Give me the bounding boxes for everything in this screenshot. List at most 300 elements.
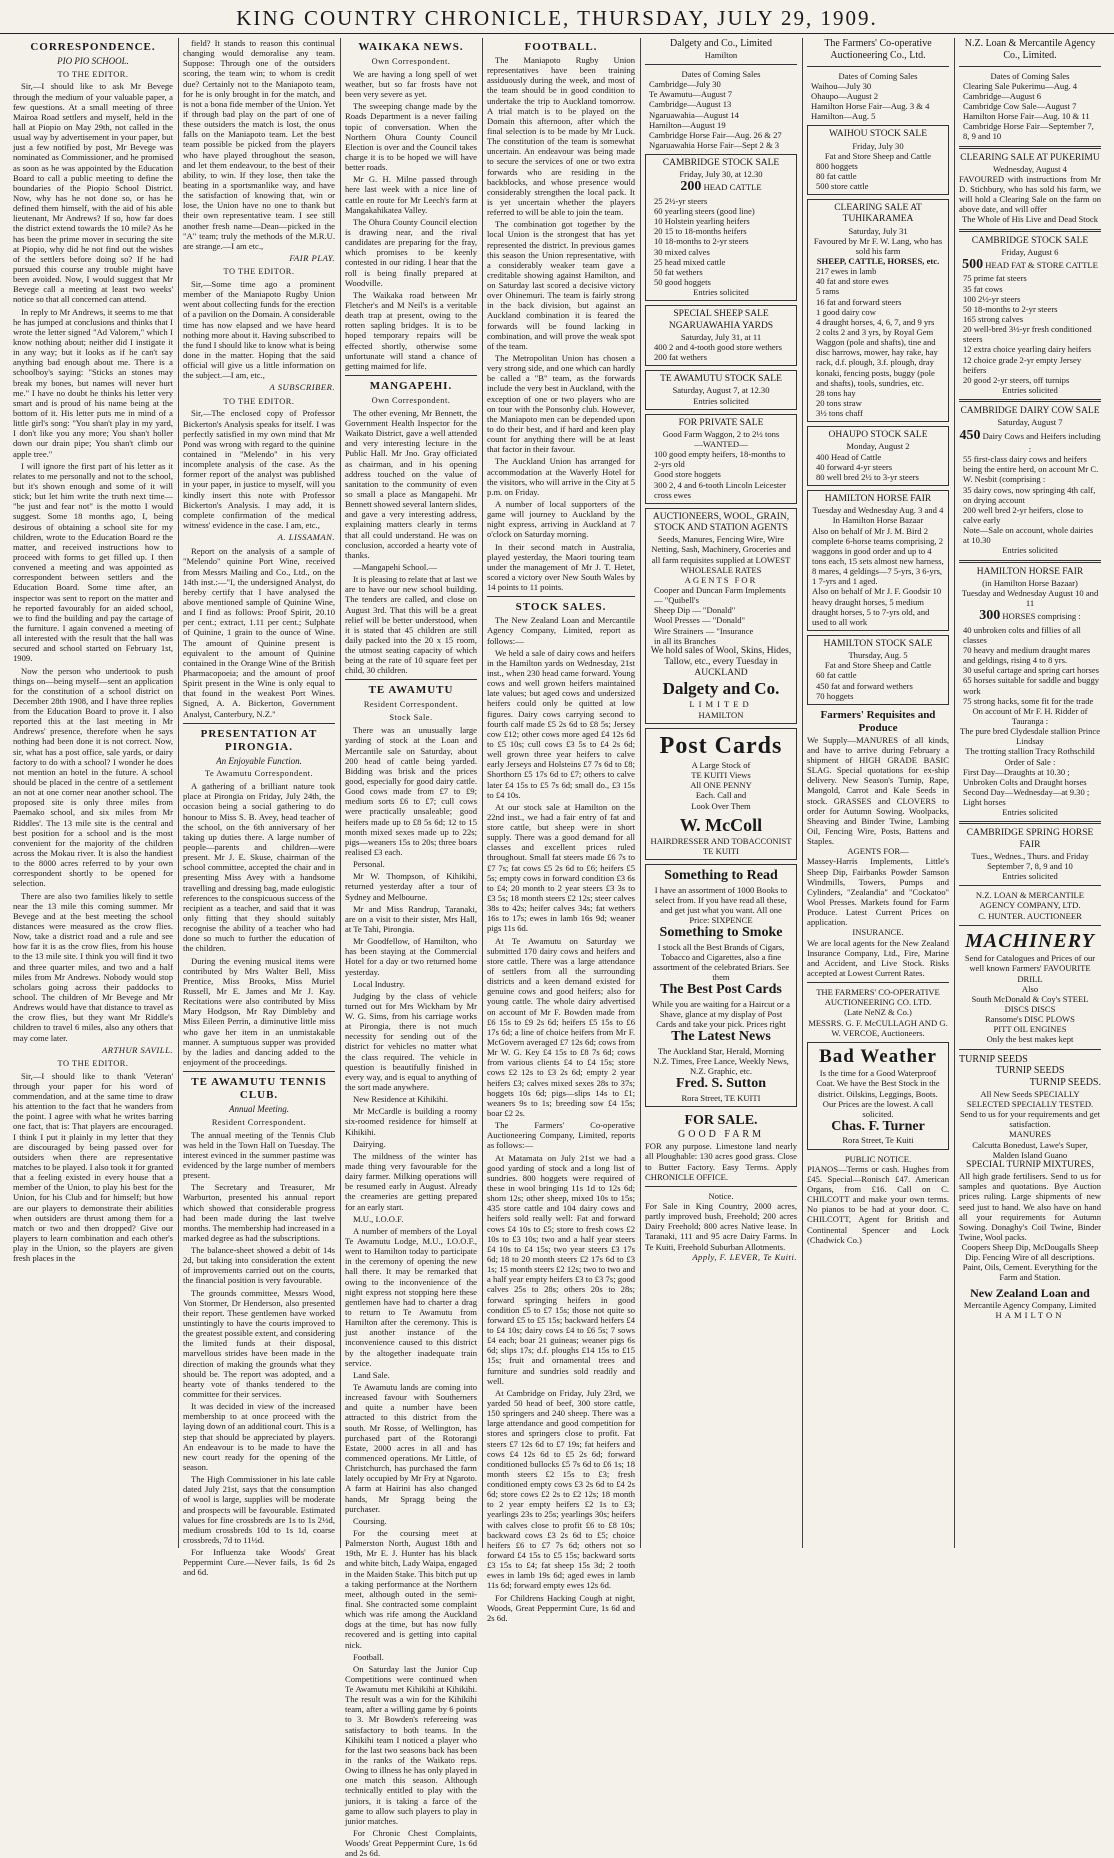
list-item: 70 heavy and medium draught mares and geldings, rising 4 to 8 yrs.: [963, 645, 1091, 666]
paragraph: At Te Awamutu on Saturday we submitted 170 dairy cows and heifers and store cattle. There was a large attendance of settlers from all the surrounding districts and a keen demand existed for genuine cows and good heifers; also for young cattle. The whole dairy advertised on account of Mr F. Bowden made from £6 15s to £9 2s 6d; heifers £5 15s to £6 17s 6d; a line of choice heifers from Mr F. McGovern averaged £7 12s 6d; cows from Mr W. G. Key £4 15s to £8 7s 6d; cows from various clients £4 to £4 15s; store cows £2 12s to £3 2s 6d; empty 2 year heifers £3; calves mixed sexes 28s to 37s; hoggets 10s 6d; pigs—slips 14s to £1; weaners 9s to 1s; breeding sow £4 15s; boar £2 2s.: [487, 935, 635, 1118]
stock-list: [959, 454, 1101, 545]
wanted: —WANTED—: [694, 438, 748, 449]
section-heading: FOOTBALL.: [524, 41, 598, 53]
signature: A. LISSAMAN.: [277, 532, 335, 543]
paragraph: In reply to Mr Andrews, it seems to me that he has jumped at conclusions and thinks that I wrote the letter signed "Ad Valorem," which I know nothing about; neither did I instigate it in any way; but it looks as if he can't say anything bad enough about me. There is a schoolboy's saying: "Sticks an stones may break my bones, but names will never hurt me." I have no doubt he thinks his letter very smart and is proud of his name being at the bottom of it. His letter puts me in mind of a little girl's song: "You shan't play in my yard, I don't like you any more; You shan't holler down our drain pipe; You shan't climb our apple tree.": [13, 306, 173, 459]
ad-text: The pure bred Clydesdale stallion Prince Lindsay: [959, 726, 1101, 747]
ad-title: HAMILTON HORSE FAIR: [824, 494, 932, 505]
ad-text: On account of Mr F. H. Ridder of Tauranga :: [972, 705, 1088, 726]
company-name: New Zealand Loan and: [970, 1285, 1090, 1300]
head-count: 200: [680, 179, 702, 195]
list-item: First Day—Draughts at 10.30 ; Unbroken Colts and Draught horses: [963, 766, 1087, 787]
article-body: [345, 408, 477, 676]
list-item: 217 ewes in lamb: [816, 266, 877, 277]
paragraph: For the coursing meet at Palmerston North, August 18th and 19th, Mr E. J. Hunter has his black and white bitch, Lady Waipa, engaged in the Maiden Stake. This bitch put up a taking performance at the Northern meet, although outed in the semi-final. She contracted some complaint which was rife among the Auckland dogs at the time, but has now fully recovered and is getting into capital nick.: [345, 1527, 477, 1650]
article-body: [345, 725, 477, 1858]
list-item: Waggon (pole and shafts), tine and disc harrows, mower, hay rake, hay rack, d.f. plough, 3.f. plough, dray konaki, fencing posts, buggy (pole and shafts), tools, sundries, etc.: [816, 337, 938, 388]
list-item: Good store hoggets: [654, 469, 721, 480]
list-item: Cambridge—July 30: [649, 79, 721, 90]
ad-title: AUCTIONEERS, WOOL, GRAIN, STOCK AND STATION AGENTS: [652, 511, 790, 534]
list-item: 100 good empty heifers, 18-months to 2-yrs old: [654, 449, 786, 470]
ad-title: The Latest News: [671, 1029, 771, 1045]
to-editor: TO THE EDITOR.: [223, 396, 295, 406]
ad-date: Tuesday and Wednesday Aug. 3 and 4: [812, 505, 944, 516]
list-item: Hamilton Horse Fair—Aug. 3 & 4: [811, 101, 930, 112]
section-heading: WAIKAKA NEWS.: [358, 41, 464, 53]
list-item: Each. Call and: [695, 790, 747, 801]
paragraph: —Mangapehi School.—: [353, 561, 438, 572]
auctioneer-name: C. HUNTER.: [978, 910, 1026, 921]
paragraph: Football.: [353, 1651, 384, 1662]
paragraph: The Secretary and Treasurer, Mr Warburton, presented his annual report which showed that considerable progress had been made during the last twelve months. The membership had increased in a marked degree as had the subscriptions.: [183, 1182, 335, 1243]
ad-title: WAIHOU STOCK SALE: [829, 129, 927, 140]
list-item: in all its Branches: [654, 635, 716, 646]
list-item: 75 strong hacks, some fit for the trade: [963, 695, 1094, 706]
paragraph: There was an unusually large yarding of stock at the Loan and Mercantile sale on Saturday, about 200 head of cattle being yarded. Bidding was brisk and the prices good, especially for good dairy cattle. Good cows made from £7 to £9; medium sorts £6 to £7; cull cows were practically unsaleable; good heifers made up to £8 5s 6d; 12 to 15 month mixed sexes made up to 22s; pigs—weaners 15s to 20s; three boars realised £3 each.: [345, 725, 477, 857]
ad-text: Coopers Sheep Dip, McDougalls Sheep Dip. Fencing Wire of all descriptions. Paint, Oils, Cement. Everything for the Farm and Station.: [961, 1242, 1099, 1283]
horse-list: [959, 625, 1101, 706]
paragraph: We are having a long spell of wet weather, but so far frosts have not been very severe as yet.: [345, 68, 477, 100]
column-letters: [178, 38, 340, 1578]
entries-solicited: Entries solicited: [1002, 807, 1058, 818]
list-item: 70 hoggets: [816, 690, 854, 701]
ad-title: FOR PRIVATE SALE: [678, 417, 764, 428]
list-item: 50 18-months to 2-yr steers: [963, 303, 1058, 314]
paragraph: The Auckland Union has arranged for accommodation at the Waverly Hotel for the visitors, who will arrive in the City at 5 p.m. on Friday.: [487, 456, 635, 497]
ad-place: In Hamilton Horse Bazaar: [832, 515, 924, 526]
paragraph: Mr G. H. Milne passed through here last week with a nice line of cattle en route for Mr Leech's farm at Mangakahikatea Valley.: [345, 174, 477, 215]
agents-list: [650, 585, 792, 646]
list-item: 30 mixed calves: [654, 246, 710, 257]
ad-date: Saturday, August 7: [997, 417, 1063, 428]
list-item: 80 well bred 2½ to 3-yr steers: [816, 471, 919, 482]
article-body: [487, 55, 635, 592]
ad-title: CAMBRIDGE STOCK SALE: [971, 235, 1089, 246]
stock-list: [812, 266, 944, 418]
stock-list: [650, 342, 792, 362]
letter-body: [13, 1071, 173, 1264]
paragraph: The sweeping change made by the Roads Department is a never failing topic of conversation. When the Northern Ohura County Council Election is over and the Council takes charge it is to be hoped we will have better roads.: [345, 101, 477, 173]
list-item: Sheep Dip — "Donald": [654, 605, 736, 616]
paragraph: I will ignore the first part of his letter as it relates to me personally and not to the school, but it's shown enough and some of it will stick; but let him write the truth next time— "be just and fear not" is the motto I would suggest. Some 18 months ago, I, being desirous of obtaining a school site for my children, wrote to the Education Board re the matter, and received instructions how to proceed with forms to get filled up. I then convened a meeting and was appointed as correspondent between settlers and the Education Board. Some time after, an inspector was sent to report on the matter and he reported favourably for an aided school, we to find the building and pay the cartage of the furniture. I again convened a meeting of all interested with the result that the hall was secured and school started on February 1st, 1909.: [13, 460, 173, 664]
list-item: Ransome's DISC PLOWS: [985, 1014, 1075, 1025]
ad-bad-weather: [807, 1042, 949, 1150]
paragraph: Judging by the class of vehicle turned out for Mrs Wickham by Mr W. G. Sims, from his carriage works at Pirongia, there is not much necessity for sending out of the district for vehicles no matter what the class required. The vehicle in question is beautifully finished in every way, and is equal to anything of the sort made anywhere.: [345, 990, 477, 1093]
section-heading: TE AWAMUTU TENNIS CLUB.: [191, 1076, 327, 1102]
list-item: 28 tons hay: [816, 387, 856, 398]
list-item: A Large Stock of: [691, 760, 751, 771]
list-item: 10 Holstein yearling heifers: [654, 216, 750, 227]
list-item: Ngaruawahia Horse Fair—Sept 2 & 3: [649, 139, 780, 150]
paragraph: It is pleasing to relate that at last we are to have our new school building. The tenders are called, and close on August 3rd. That this will be a great relief will be better understood, when it is stated that 45 children are still daily packed into the 20 x 15 room, the utmost seating capacity of which being at the rate of 10 square feet per child, 30 children.: [345, 574, 477, 676]
ad-title: The Farmers' Co-operative Auctioneering Co., Ltd.: [824, 38, 932, 61]
advertiser-place: TE KUITI: [702, 846, 740, 857]
ad-date: Saturday, August 7, at 12.30: [672, 385, 770, 396]
ad-title: CAMBRIDGE STOCK SALE: [662, 158, 780, 169]
to-editor: TO THE EDITOR.: [57, 69, 129, 79]
ad-text: Good Farm Waggon, 2 to 2½ tons: [662, 428, 780, 439]
ad-text: All New Seeds SPECIALLY SELECTED SPECIALLY TESTED. Send to us for your requirements and get satisfaction.: [959, 1088, 1101, 1130]
list-item: 20 tons straw: [816, 398, 862, 408]
list-item: South McDonald & Coy's STEEL DISCS DISCS: [971, 993, 1089, 1014]
paragraph: A number of local supporters of the game will journey to Auckland by the night express, arriving in Auckland at 7 o'clock on Saturday morning.: [487, 499, 635, 540]
wanted-list: [650, 449, 792, 500]
list-item: 20 15 to 18-months heifers: [654, 226, 747, 237]
list-item: Cambridge Horse Fair—September 7, 8, 9 and 10: [963, 121, 1094, 142]
ad-subtitle: The Whole of His Live and Dead Stock: [961, 214, 1099, 225]
article-body: [183, 781, 335, 1067]
list-item: 40 forward 4-yr steers: [816, 461, 893, 472]
head-unit: HEAD CATTLE: [703, 182, 762, 193]
advertiser-name: Chas. F. Turner: [831, 1118, 925, 1134]
column-nz-loan-ads: [954, 38, 1106, 1548]
paragraph: The Maniapoto Rugby Union representatives have been training assiduously during the week, and most of the team should be in good condition to undertake the trip to Auckland tomorrow. A trial match is to be played on the Domain this afternoon, after which the final selection is to be made by Mr Luck. The constitution of the team is somewhat uncertain. An endeavour was being made to secure the services of one or two extra forwards who are residing in the backblocks, and whose presence would considerably strengthen the local pack. It is yet uncertain whether the players referred to will be able to join the team.: [487, 54, 635, 218]
list-item: 20 well-bred 3½-yr fresh conditioned steers: [963, 324, 1092, 345]
masthead: KING COUNTRY CHRONICLE, THURSDAY, JULY 29, 1909.: [0, 0, 1114, 34]
entries-solicited: Entries solicited: [1002, 545, 1058, 556]
dates-list: [645, 79, 797, 150]
list-item: Only the best makes kept: [986, 1034, 1074, 1045]
list-item: Hamilton—August 19: [649, 119, 726, 130]
stock-list: [650, 196, 792, 287]
company-name: Mercantile Agency Company, Limited: [963, 1299, 1097, 1310]
head-unit: Dairy Cows and Heifers including :: [982, 430, 1101, 455]
list-item: 12 choice grade 2-yr empty Jersey heifers: [963, 354, 1082, 375]
list-item: 35 dairy cows, now springing 4th calf, on drying account: [963, 484, 1096, 505]
ad-subtitle: Fat and Store Sheep and Cattle: [824, 660, 932, 671]
correspondent: Resident Correspondent.: [211, 1117, 307, 1127]
list-item: Cambridge Cow Sale—August 7: [963, 101, 1077, 112]
list-item: 10 18-months to 2-yr steers: [654, 236, 749, 247]
to-editor: TO THE EDITOR.: [57, 1058, 129, 1068]
dates-heading: Dates of Coming Sales: [838, 70, 918, 81]
ad-title: MACHINERY: [965, 929, 1095, 952]
list-item: 35 fat cows: [963, 283, 1003, 294]
auctioneer-role: AUCTIONEER: [1026, 910, 1082, 921]
list-item: 500 store cattle: [816, 181, 869, 192]
paragraph: For Chronic Chest Complaints, Woods' Great Peppermint Cure, 1s 6d and 2s 6d.: [345, 1828, 477, 1858]
entries-solicited: Entries solicited: [1002, 871, 1058, 882]
list-item: 40 unbroken colts and fillies of all classes: [963, 624, 1081, 645]
paragraph: At Matamata on July 21st we had a good yarding of stock and a long list of sundries. 800 hoggets were required of these in wool bringing 11s 1d to 12s 6d; shorn 12s; other sheep, mixed 10s to 15s; 435 store cattle and 104 dairy cows and heifers sold really well: Fat and forward cows £4 10s to £5; store to fresh cows £2 10s to £3 10s; two and a half year steers £4 10s to £4 15s; two year steers £3 17s 6d; 18 to 20 month steers £2 17s 6d to £3 1s; 15 month steers £2 12s; two to two and a half year empty heifers £3 to £3 7s; good calves 25s to 28s; others 20s to 28s; forward springing heifers in good condition £5 to £7 15s; those not quite so forward £5 to £5 15s; backward heifers £4 to £4 10s; dairy cows £4 to £6 5s; 7 sows £4 each; boar 21 guineas; weaner pigs 6s 6d; slips 17s; d.f. ploughs £14 15s to £15 15s; fruit and ornamental trees and furniture and sundries sold readily and well.: [487, 1152, 635, 1386]
paragraph: Mr McCardle is building a roomy six-roomed residence for himself at Kihikihi.: [345, 1106, 477, 1137]
section-heading: STOCK SALES.: [515, 601, 607, 614]
company-place: HAMILTON: [698, 709, 744, 720]
advertiser-name: Fred. S. Sutton: [676, 1076, 766, 1092]
signature: FAIR PLAY.: [289, 252, 335, 263]
ad-subtitle: AGENTS FOR—: [847, 846, 909, 857]
paragraph: The Farmers' Co-operative Auctioneering Company, Limited, reports as follows:—: [487, 1120, 635, 1151]
ad-private-sale: [645, 414, 797, 504]
paragraph: The combination got together by the local Union is the strongest that has yet represented the district. In previous games this season the Union representative, with a considerably weaker team gave a creditable showing against Hamilton, and on Saturday last scored a decisive victory over Ohinemuri. The team is fairly strong in the back division, but against an Auckland combination it is feared the forwards will be found lacking in combination, and will prove the weak spot of the team.: [487, 219, 635, 351]
paragraph: Local Industry.: [353, 978, 405, 989]
ad-title: The Best Post Cards: [660, 982, 782, 998]
paragraph: During the evening musical items were contributed by Mrs Walter Bell, Miss Prentice, Miss Brooks, Miss Muriel Russell, Mr E. James and Mr J. Kay. Recitations were also contributed by Miss Mary Hodgson, Mr Ray Dimbleby and Miss Eileen Perrin, a diminutive little miss who gave her item in an unmistakable manner. A sumptuous supper was provided by the ladies and dancing added to the enjoyment of the proceedings.: [183, 955, 335, 1067]
column-dalgety-ads: [640, 38, 802, 1548]
article-body: [183, 1130, 335, 1578]
list-item: 300 2, 4 and 6-tooth Lincoln Leicester cross ewes: [654, 479, 786, 500]
paragraph: field? It stands to reason this continual changing would demoralise any team. Suppose: Through one of the outsiders scoring, the team win; to whom is credit due? Certainly not to the Maniapoto team, for he is only brought in for the match, and is not a bona fide member of the Union. Yet if through bad play on the part of one of these outsiders the match is lost, the onus falls on the Maniapoto team. Let the best team possible be picked from the players who have played throughout the season, and let them endeavour, to the best of their ability, to win. If they lose, then take the beating in a sportsmanlike way, and have the satisfaction of knowing that, win or lose, the Union have no one to thank but their own representative team. I see still another fresh name—Dean—picked in the "A" team; truly the methods of the M.R.U. are strange.—I am etc.,: [183, 38, 335, 251]
article-body: [345, 69, 477, 371]
stock-list: [812, 161, 944, 191]
paragraph: It was decided in view of the increased membership to at once proceed with the laying down of an additional court. This is a step that should be appreciated by players. An endeavour is to be made to have the new court ready for the opening of the season.: [183, 1401, 335, 1473]
list-item: 40 fat and store ewes: [816, 276, 889, 287]
list-item: Te Awamutu—August 7: [649, 89, 733, 100]
head-count: 450: [959, 427, 981, 443]
ad-text: The Auckland Star, Herald, Morning N.Z. Times, Free Lance, Weekly News, N.Z. Graphic, etc.: [653, 1045, 789, 1077]
ad-title: Dalgety and Co., Limited: [670, 38, 772, 49]
ad-special-sheep-sale: [645, 305, 797, 366]
ad-text: Favoured by Mr F. W. Lang, who has sold his farm: [813, 235, 943, 256]
paragraph: At Cambridge on Friday, July 23rd, we yarded 50 head of beef, 300 store cattle, 150 springers and 240 sheep. There was a large attendance and good competition for stores and springers close to profit. Fat steers £7 12s 6d to £7 19s; fat heifers and cows £4 12s 6d to £5 2s 6d; forward conditioned bullocks £5 7s 6d to £6 1s; 18 month steers £2 15s to £3; fresh conditioned empty cows £3 2s 6d to £4 2s 6d; store cows £2 2s to £2 12s; 18 month to 2 year empty heifers £2 1s to £3; yearlings 23s to 25s; yearlings 30s; heifers with calves close to profit £6 to £8 10s; backward cows £3 2s 6d to £5; choice heifers £6 to £7 7s 6d; others not so forward £4 15s to £5 15s; backward sorts £3 15s to £4; fat sheep 15s 3d; 2 tooth ewes in lamb 19s 6d; aged ewes in lamb 11s 6d; forward empty ewes 12s 6d.: [487, 1387, 635, 1591]
company-place: HAMILTON: [995, 1309, 1065, 1320]
ad-auctioneers: [645, 508, 797, 724]
list-item: Second Day—Wednesday—at 9.30 ; Light horses: [963, 786, 1090, 808]
ad-date: Thursday, Aug. 5: [848, 650, 908, 661]
list-item: 16 fat and forward steers: [816, 296, 902, 307]
ad-title: GOOD FARM: [678, 1129, 764, 1141]
ad-text: FAVOURED with instructions from Mr D. Stichbury, who has sold his farm, we will hold a Clearing Sale on the farm on above date, and will offer: [959, 173, 1101, 215]
notice-signature: Apply, F. LEVER, Te Kuiti.: [692, 1251, 797, 1262]
paragraph: For Influenza take Woods' Great Peppermint Cure.—Never fails, 1s 6d 2s and 6d.: [183, 1547, 335, 1578]
paragraph: In their second match in Australia, played yesterday, the Maori touring team under the management of Mr J. T. Hetet, scored a victory over New South Wales by 14 points to 11 points.: [487, 541, 635, 593]
paragraph: The Ohura County Council election is drawing near, and the rival candidates are preparing for the fray, which promises to be keenly contested in our riding. I hear that the roll is being finally prepared at Woodville.: [345, 216, 477, 288]
ad-title: TURNIP SEEDS.: [1029, 1077, 1101, 1089]
ad-hamilton-horse-fair: [807, 490, 949, 631]
ad-text: [650, 760, 792, 811]
advertiser-place: Rora Street, TE KUITI: [681, 1092, 761, 1103]
ad-date: Friday, August 6: [1001, 246, 1059, 257]
paragraph: Sir,—Some time ago a prominent member of the Maniapoto Rugby Union went about collecting funds for the erection of a pavilion on the Domain. A considerable time has now elapsed and we have heard nothing more about it. Having subscribed to the fund I should like to know what is being done in the matter. Hoping that the said official will give us a little information on the subject.—I am, etc.,: [183, 279, 335, 381]
ad-text: We Supply—MANURES of all kinds, and have to arrive during February a shipment of HIGH GRADE BASIC SLAG. Special quotations for ex-ship delivery. New Season's Turnip, Rape, Mangold, Carrot and Kale Seeds in stock. GRASSES and CLOVERS to order for Autumn Sowing. Woolpacks, Sheaving and Binder Twine, Lambing Oil, Fencing Wire, Posts, Battens and Staples.: [807, 734, 949, 847]
to-editor: TO THE EDITOR.: [223, 267, 295, 277]
ad-date: Friday, July 30: [852, 140, 904, 151]
subheading: Annual Meeting.: [229, 1104, 289, 1114]
list-item: 20 good 2-yr steers, off turnips: [963, 374, 1070, 385]
ad-title: CLEARING SALE AT PUKERIMU: [960, 152, 1100, 163]
ad-title: Post Cards: [659, 732, 783, 759]
list-item: 400 Head of Cattle: [816, 451, 882, 462]
list-item: 4 draught horses, 4, 6, 7, and 9 yrs: [816, 316, 935, 327]
letter-body: [183, 408, 335, 530]
advertiser-place: Rora Street, Te Kuiti: [842, 1135, 914, 1146]
ad-title: Something to Read: [664, 868, 778, 884]
ad-place: Hamilton: [704, 49, 738, 60]
ad-subtitle: Fat and Store Sheep and Cattle: [824, 150, 932, 161]
ad-title: TURNIP SEEDS: [959, 1053, 1028, 1065]
ad-title: Something to Smoke: [659, 925, 783, 941]
ad-title: TE AWAMUTU STOCK SALE: [660, 374, 782, 385]
list-item: 25 head mixed cattle: [654, 256, 726, 267]
ad-title: OHAUPO STOCK SALE: [828, 430, 928, 441]
list-item: 30 useful cartage and spring cart horses: [963, 665, 1100, 676]
list-item: 12 extra choice yearling dairy heifers: [963, 344, 1092, 355]
ad-date: Wednesday, August 4: [993, 163, 1067, 174]
company-limited: LIMITED: [689, 699, 753, 710]
entries-solicited: Entries solicited: [693, 287, 749, 298]
list-item: TE KUITI Views: [691, 770, 751, 781]
ad-subtitle: Order of Sale :: [1004, 756, 1056, 767]
list-item: Hamilton Horse Fair—Aug. 10 & 11: [963, 111, 1090, 122]
list-item: 200 well bred 2-yr heifers, close to calve early: [963, 504, 1084, 526]
notice-text: PIANOS—Terms or cash. Hughes from £45. Special—Ronisch £47. American Organs, from £16. Call on C. CHILCOTT and make your own terms. No pianos to be had at your door. C. CHILCOTT, Agent for British and Continental Spencer and Lock (Chadwick Co.): [807, 1163, 949, 1245]
list-item: Clearing Sale Pukerimu—Aug. 4: [963, 80, 1078, 91]
ad-cambridge-stock-sale: [645, 154, 797, 301]
ad-text: Also on behalf of Mr J. M. Bird 2 complete 6-horse teams comprising, 2 waggons in good order and up to 4 tons each, 15 sets almost new harness, 8 mares, 4 geldings—7 5-yrs, 3 6-yrs, 1 7-yrs and 1 aged.: [812, 525, 944, 587]
list-item: 2 colts 2 and 3 yrs, by Royal Gem: [816, 327, 934, 338]
list-item: 60 fat cattle: [816, 670, 857, 681]
correspondent: Resident Correspondent.: [363, 700, 459, 710]
list-item: 800 hoggets: [816, 160, 858, 171]
paragraph: Sir,—I should like to thank 'Veteran' through your paper for his word of commendation, and at the same time to draw his attention to the fact that he wanders from the point. I agree with what he writes barring one fact, that is: That players are encouraged. I think I put it plainly in my letter that they are discouraged by being passed over for outsiders when there are representative matches to be played. I also took it for granted that a feeling existed in every house that a member of the Union, to play his best for the Union, for his Club and for himself; but how are our players to demonstrate their abilities when outsiders are thrust among them for a match or two and then dropped? Give our players to learn combination and each other's play in the Union, so the players are given fresh places in the: [13, 1070, 173, 1264]
ad-date: Saturday, July 31, at 11: [680, 331, 762, 342]
ad-title: CAMBRIDGE DAIRY COW SALE: [960, 406, 1100, 417]
ad-title: CAMBRIDGE SPRING HORSE FAIR: [966, 828, 1094, 850]
list-item: 25 2½-yr steers: [654, 195, 708, 206]
column-correspondence: [8, 38, 178, 1548]
head-count: 500: [962, 256, 984, 272]
paragraph: Dairying.: [353, 1138, 386, 1149]
ad-text: The trotting stallion Tracy Rothschild: [965, 746, 1095, 757]
ad-text: Also on behalf of Mr J. F. Goodsir 10 heavy draught horses, 5 medium draught horses, 5 to 7-yrs old, and used to all work: [812, 586, 942, 627]
paragraph: Land Sale.: [353, 1369, 390, 1380]
company-name: THE FARMERS' CO-OPERATIVE AUCTIONEERING CO. LTD.: [816, 987, 940, 1008]
paragraph: Report on the analysis of a sample of "Melendo" quinine Port Wine, received from Messrs Mailing and Co., Ltd., on the 14th inst.:—"I, the undersigned Analyst, do hereby certify that I have analysed the above mentioned sample of Quinine Wine, and I find as follows: Proof Spirit, 20.10 per cent.; extract, 1.11 per cent.; Sulphate of Quinine, 1 grain to the ounce of Wine. The amount of Quinine present is equivalent to the amount of Quinine contained in the Orange Wine of the British Pharmacopoeia; and the amount of proof Spirit present in the Wine is only equal to that found in the weakest Port Wines. Signed, A. A. Bickerton, Government Analyst, Canterbury, N.Z.": [183, 546, 335, 719]
signature: A SUBSCRIBER.: [269, 382, 335, 393]
list-item: 165 strong calves: [963, 314, 1024, 325]
company-name: Dalgety and Co.: [662, 679, 780, 699]
list-item: Ngaruawahia—August 14: [649, 109, 739, 120]
article-body: [487, 615, 635, 1623]
paragraph: Now the person who undertook to push things on—being myself—sent an application for the constitution of a school district on December 28th 1908, and I have three replies from the Education Board to prove it. I also reported this at the last meeting in Mr Andrews' presence, therefore when he says nothing had been done it is not correct. Now, sir, what has a post office, sale yards, or dairy factory to do with a school? I wonder he does not mention an hotel in the future. A school should be placed in the centre of a settlement an not at one corner near another school. The proposed site is only three miles from Paemako school, and six miles from Mr Riddles'. The 13 mile site is the central and best position for a school and is the most convenient for the majority of the children across the Mokau river. It is also the handiest to the 8000 acres referred to by your own correspondent shortly to be opened for selection.: [13, 665, 173, 889]
paragraph: At our stock sale at Hamilton on the 22nd inst., we had a fair entry of fat and store cattle, but sheep were in short supply. There was a good demand for all classes and excellent prices ruled throughout. Small fat steers made £6 7s to £7 7s; fat cows £5 2s 6d to £6; heifers £5 5s; empty cows in forward condition £3 6s to £4; 20 month to 2 year steers £3 3s to £3 5s; 18 month steers £2 12s; steer calves 38s to 42s; heifer calves 34s; fat wethers 16s to 17s; ewes in lamb 16s 9d; weaner pigs 11s 6d.: [487, 801, 635, 934]
ad-date: Friday, July 30, at 12.30: [679, 169, 763, 180]
list-item: Wool Presses — "Donald": [654, 615, 746, 626]
paragraph: A gathering of a brilliant nature took place at Pirongia on Friday, July 24th, the occasion being a social gathering to do honour to Miss S. B. Avey, head teacher of the school, on the 6th anniversary of her taking up duties there. A large number of people—parents and children—were present. Mr J. E. Skuse, chairman of the school committee, accepted the chair and in presenting Miss Avey with a handsome travelling and dressing bag, made eulogistic references to the conspicuous success of the recipient as a teacher, and said that it was only fitting that they should suitably recognise the ability of a teacher who had done so much to further the education of the children.: [183, 781, 335, 954]
ad-date: Tuesday and Wednesday August 10 and 11: [961, 587, 1099, 609]
entries-solicited: Entries solicited: [693, 395, 749, 406]
ad-text: Massey-Harris Implements, Little's Sheep Dip, Fairbanks Powder Samson Windmills, Towers, Pumps and Cylinders, "Zealandia" and "Cockatoo" Wool Presses. Markets found for Farm Produce. Latest Current Prices on application.: [807, 856, 949, 928]
list-item: PITT OIL ENGINES: [993, 1024, 1067, 1035]
list-item: Cambridge Horse Fair—Aug. 26 & 27: [649, 129, 782, 140]
paragraph: Te Awamutu lands are coming into increased favour with Southerners and quite a number have been attracted to this district from the south. Mr Rosse, of Wellington, has purchased part of the Rotorangi Estate, 2000 acres in all and has commenced operations. Mr Little, of Christchurch, has purchased the farm lately occupied by Mr Fry at Ngaroto. A farm at Hairini has also changed hands, Mr Spragg being the purchaser.: [345, 1381, 477, 1514]
ad-post-cards: [645, 728, 797, 861]
ad-title: TURNIP SEEDS: [995, 1065, 1065, 1077]
list-item: Hamilton—Aug. 5: [811, 111, 876, 122]
ad-text: Calcutta Bonedust, Lawe's Super, Malden Island Guano: [972, 1139, 1088, 1160]
paragraph: Sir,—I should like to ask Mr Bevege through the medium of your valuable paper, a few questions. At a small meeting of three Mairoa Road settlers and myself, held in the hall at Piopio on May 29th, not called in the usual way by advertisement in your paper, but just a few notified by post, Mr Bevege was nominated as Commissioner, and he promised as soon as he was appointed by the Education Board to call a public meeting to define the boundaries of the Piopio School District. Now, why has he not done so, or has he defined them himself, with the aid of his able lieutenant, Mr Andrews? If so, how far does the district extend towards the 10 mile? As he has been the prime mover in securing the site at Piopio, why did he not find out the wishes of the settlers before doing so? If he had pursued this course any trouble might have been avoided. Now, I would suggest that Mr Bevege call a meeting at least two weeks' notice so that all concerned can attend.: [13, 81, 173, 305]
paragraph: The balance-sheet showed a debit of 14s 2d, but taking into consideration the extent of improvements carried out on the courts, the financial position is very favourable.: [183, 1245, 335, 1286]
list-item: 80 fat cattle: [816, 170, 857, 181]
ad-title: HAMILTON HORSE FAIR: [976, 566, 1084, 577]
letter-body: [13, 81, 173, 1042]
section-heading: CORRESPONDENCE.: [30, 41, 156, 53]
ad-text: I have an assortment of 1000 Books to select from. If you have read all these, and get just what you want. All one Price: SIXPENCE: [654, 884, 788, 926]
paragraph: The High Commissioner in his late cable dated July 21st, says that the consumption of wool is large, supplies will be moderate and prospects will be favourable. Estimated values for fine crossbreds are 1s to 1s 2½d, medium crossbreds 10d to 1s 1d, coarse crossbreds, 7d to 11½d.: [183, 1474, 335, 1545]
paragraph: The grounds committee, Messrs Wood, Von Stormer, Dr Henderson, also presented their report. These gentlemen have worked unstintingly to have the courts improved to the greatest possible extent, and considering the limited funds at their disposal, marvellous strides have been made in the direction of making the grounds what they should be. The report was adopted, and a hearty vote of thanks tendered to the committee for their services.: [183, 1287, 335, 1400]
ad-text: All high grade fertilisers. Send to us for samples and quotations. Bye Auction prices ruling. Large shipments of new seed just to hand. We also have on hand all your requirements for Autumn Sowing. Donaghy's Coil Twine, Binder Twine, Wool packs.: [959, 1171, 1101, 1242]
list-item: Ohaupo—August 2: [811, 90, 879, 101]
list-item: Waihou—July 30: [811, 80, 872, 91]
letter-body: [183, 279, 335, 380]
dates-list: [807, 81, 949, 122]
ad-te-awamutu-stock-sale: [645, 370, 797, 409]
entries-solicited: Entries solicited: [1002, 385, 1058, 396]
list-item: 200 fat wethers: [654, 352, 707, 363]
ad-tuhikaramea: [807, 199, 949, 422]
paragraph: The Waikaka road between Mr Fletcher's and M Neil's is a veritable death trap at present, owing to the rotten sapling bridges. It is to be hoped temporary repairs will be effected shortly, otherwise some unfortunate will stand a chance of getting maimed for life.: [345, 289, 477, 371]
ad-title: SPECIAL SHEEP SALE NGARUAWAHIA YARDS: [668, 309, 774, 331]
dates-heading: Dates of Coming Sales: [681, 68, 761, 79]
ad-title: Farmers' Requisites and Produce: [820, 708, 936, 734]
ad-date: Saturday, July 31: [848, 225, 908, 236]
ad-sutton: [645, 864, 797, 1107]
company-name: N.Z. LOAN & MERCANTILE AGENCY COMPANY, LTD.: [975, 890, 1085, 911]
correspondent: Own Correspondent.: [371, 56, 451, 66]
ad-text: Is the time for a Good Waterproof Coat. We have the Best Stock in the district. Oilskins, Leggings, Boots. Our Prices are the lowest. A call solicited.: [816, 1068, 940, 1119]
ad-text: We hold sales of Wool, Skins, Hides, Tallow, etc., every Tuesday in AUCKLAND: [650, 645, 792, 679]
paragraph: Sir,—The enclosed copy of Professor Bickerton's Analysis speaks for itself. I was perfectly satisfied in my own mind that Mr Pond was wrong with regard to the quinine contained in "Melendo" in his very incomplete analysis of the case. As the former report of the analyst was published in your paper, in justice to myself, will you kindly insert this note with Professor Bickerton's Analysis. I may add, it is complete confirmation of the medical witness' evidence in the case. I am, etc.,: [183, 408, 335, 530]
stock-list: [812, 670, 944, 700]
ad-subtitle: SHEEP, CATTLE, HORSES, etc.: [816, 256, 940, 267]
paragraph: A number of members of the Loyal Te Awamutu Lodge, M.U., I.O.O.F., went to Hamilton today to participate in the ceremony of opening the new hall there. It may be remarked that owing to the inconvenience of the night express not stopping here these gentlemen have had to charter a drag to return to Te Awamutu from Hamilton after the ceremony. This is just another instance of the inconvenience caused to this district by the altogether inadequate train service.: [345, 1225, 477, 1368]
dates-heading: Dates of Coming Sales: [990, 70, 1070, 81]
stock-list: [959, 273, 1101, 385]
subheading: An Enjoyable Function.: [216, 755, 302, 766]
section-heading: MANGAPEHI.: [369, 379, 453, 392]
list-item: 60 yearling steers (good line): [654, 206, 755, 217]
ad-text: Also: [1021, 983, 1039, 994]
agents-heading: AGENTS FOR: [684, 574, 758, 585]
paragraph: The mildness of the winter has made thing very favourable for the dairy farmer. Milking operations will be resumed early in August. Already the creameries are getting prepared for an early start.: [345, 1150, 477, 1212]
head-unit: HORSES comprising :: [1002, 611, 1081, 622]
column-farmers-coop-ads: [802, 38, 954, 1548]
list-item: 5 rams: [816, 286, 840, 297]
paragraph: Coursing.: [353, 1515, 387, 1526]
company-auctioneers: MESSRS. G. F. McCULLAGH AND G. W. VERCOE, Auctioneers.: [808, 1017, 948, 1038]
list-item: Cambridge—August 13: [649, 99, 732, 110]
order-list: [959, 767, 1101, 808]
ad-title: Bad Weather: [819, 1045, 937, 1067]
for-sale-heading: FOR SALE.: [684, 1112, 758, 1128]
correspondent: Own Correspondent.: [371, 395, 451, 405]
ad-subtitle: INSURANCE.: [852, 927, 904, 938]
head-count: 300: [979, 608, 1001, 624]
letter-body: [183, 38, 335, 251]
paragraph: For Childrens Hacking Cough at night, Woods, Great Peppermint Cure, 1s 6d and 2s 6d.: [487, 1592, 635, 1623]
paragraph: New Residence at Kihikihi.: [353, 1094, 448, 1105]
list-item: 55 first-class dairy cows and heifers being the entire herd, on account Mr C. W. Nesbit (comprising :: [963, 454, 1099, 485]
list-item: 450 fat and forward wethers: [816, 680, 913, 691]
subheading: PIO PIO SCHOOL.: [57, 55, 129, 66]
advertiser-trade: HAIRDRESSER AND TOBACCONIST: [650, 835, 792, 846]
list-item: 100 2½-yr steers: [963, 293, 1021, 304]
list-item: Cambridge—August 6: [963, 90, 1042, 101]
list-item: Note—Sale on account, whole dairies at 10.30: [963, 525, 1094, 546]
ad-ohaupo: [807, 426, 949, 486]
ad-text: Send for Catalogues and Prices of our well known Farmers' FAVOURITE DRILL: [964, 953, 1096, 984]
paragraph: Mr W. Thompson, of Kihikihi, returned yesterday after a tour of Sydney and Melbourne.: [345, 871, 477, 902]
signature: ARTHUR SAVILL.: [101, 1044, 173, 1055]
paragraph: Personal.: [353, 859, 385, 870]
ad-subtitle: (in Hamilton Horse Bazaar): [982, 577, 1078, 588]
list-item: Cooper and Duncan Farm Implements — "Quibell's: [654, 584, 786, 606]
list-item: 1 good dairy cow: [816, 306, 876, 317]
paragraph: Mr Goodfellow, of Hamilton, who has been staying at the Commercial Hotel for a day or two returned home yesterday.: [345, 936, 477, 977]
paragraph: The New Zealand Loan and Mercantile Agency Company, Limited, report as follows:—: [487, 615, 635, 646]
ad-waihou: [807, 125, 949, 195]
section-heading: TE AWAMUTU: [368, 684, 454, 697]
